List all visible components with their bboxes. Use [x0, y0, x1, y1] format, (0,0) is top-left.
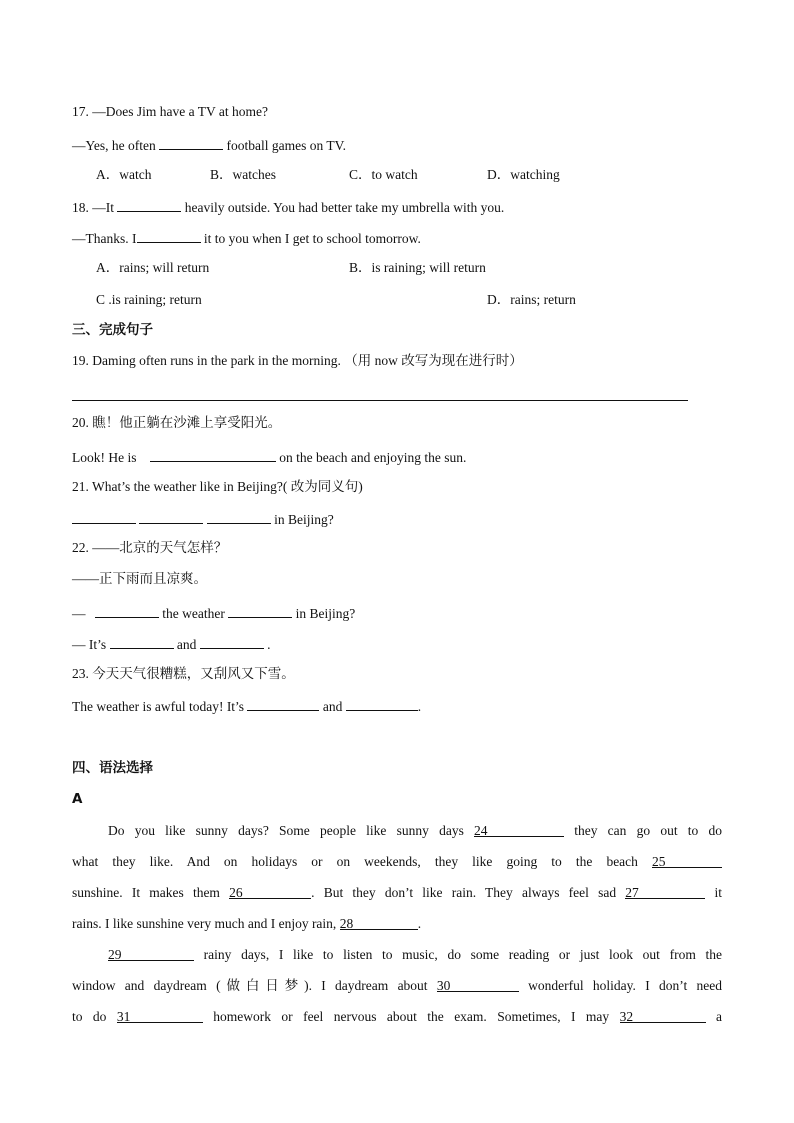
- q18-blank-1[interactable]: [117, 197, 181, 212]
- q17-option-d[interactable]: D．watching: [487, 167, 560, 182]
- q17-option-c[interactable]: C．to watch: [349, 167, 418, 182]
- passage-blank-26[interactable]: [229, 884, 311, 899]
- blank-28-number: 28: [339, 916, 354, 931]
- passage-line-3: [72, 884, 722, 902]
- p-l5a: rainy days, I like to listen to music, do some reading or just look out from the: [194, 947, 722, 962]
- q20-answer-line: [72, 447, 466, 467]
- q18-stem-post: heavily outside. You had better take my umbrella with you.: [181, 200, 505, 215]
- q22-prompt-1: 22. ——北京的天气怎样？: [72, 540, 228, 555]
- q18-option-c[interactable]: C .is raining; return: [96, 292, 202, 307]
- q22-blank-4[interactable]: [200, 634, 264, 649]
- section-3-title: 三、完成句子: [72, 322, 153, 338]
- q17-answer-post: football games on TV.: [223, 138, 346, 153]
- q18-blank-2[interactable]: [137, 228, 201, 243]
- passage-blank-28[interactable]: [340, 915, 418, 930]
- q23-mid: and: [319, 699, 346, 714]
- q20-pre: Look! He is: [72, 450, 140, 465]
- q22-l2-c: .: [263, 637, 271, 652]
- passage-blank-31[interactable]: [117, 1008, 203, 1023]
- q22-l2-b: and: [173, 637, 200, 652]
- p-l7c: a: [705, 1009, 722, 1024]
- p-l6a: window and daydream (做白日梦). I daydream about: [72, 978, 437, 993]
- q18-stem-pre: 18. —It: [72, 200, 118, 215]
- q18-option-a[interactable]: A．rains; will return: [96, 260, 210, 275]
- passage-blank-32[interactable]: [620, 1008, 706, 1023]
- q23-pre: The weather is awful today! It’s: [72, 699, 248, 714]
- q22-blank-3[interactable]: [110, 634, 174, 649]
- q21-answer-line: [72, 509, 334, 529]
- passage-line-6: [72, 977, 722, 995]
- q18-answer-post: it to you when I get to school tomorrow.: [200, 231, 421, 246]
- passage-blank-27[interactable]: [625, 884, 705, 899]
- q21-blank-3[interactable]: [207, 509, 271, 524]
- p-l1a: Do you like sunny days? Some people like sunny days: [108, 823, 475, 838]
- p-l1b: they can go out to do: [564, 823, 722, 838]
- q20-post: on the beach and enjoying the sun.: [275, 450, 467, 465]
- blank-24-number: 24: [474, 823, 488, 838]
- q17-answer-line: [72, 135, 346, 155]
- q22-l1-a: —: [72, 606, 89, 621]
- q20-prompt: 20. 瞧！他正躺在沙滩上享受阳光。: [72, 415, 282, 430]
- passage-blank-30[interactable]: [437, 977, 519, 992]
- p-l6b: wonderful holiday. I don’t need: [518, 978, 722, 993]
- q18-stem: [72, 197, 504, 217]
- p-l3b: . But they don’t like rain. They always feel sad: [311, 885, 626, 900]
- p-l4b: .: [417, 916, 422, 931]
- section-4-part-a: A: [72, 791, 83, 807]
- section-4-title: 四、语法选择: [72, 760, 153, 776]
- q18-answer-line: [72, 228, 421, 248]
- p-l7b: homework or feel nervous about the exam. Sometimes, I may: [202, 1009, 620, 1024]
- blank-30-number: 30: [436, 978, 451, 993]
- blank-32-number: 32: [619, 1009, 634, 1024]
- passage-line-4: [72, 915, 722, 933]
- q23-prompt: 23. 今天天气很糟糕，又刮风又下雪。: [72, 666, 295, 681]
- q22-blank-2[interactable]: [228, 603, 292, 618]
- q18-option-d[interactable]: D．rains; return: [487, 292, 576, 307]
- blank-26-number: 26: [229, 885, 243, 900]
- p-l2a: what they like. And on holidays or on weekends, they like going to the beach: [72, 854, 652, 869]
- q22-l1-c: in Beijing?: [292, 606, 356, 621]
- p-l7a: to do: [72, 1009, 117, 1024]
- q21-blank-1[interactable]: [72, 509, 136, 524]
- q19-text: 19. Daming often runs in the park in the morning. （用 now 改写为现在进行时）: [72, 353, 523, 368]
- q18-answer-pre: —Thanks. I: [72, 231, 137, 246]
- q17-answer-pre: —Yes, he often: [72, 138, 160, 153]
- q17-option-b[interactable]: B．watches: [210, 167, 276, 182]
- q22-l2-a: — It’s: [72, 637, 110, 652]
- passage-blank-25[interactable]: [652, 853, 722, 868]
- q22-answer-line-1: [72, 603, 355, 623]
- p-l4a: rains. I like sunshine very much and I enjoy rain,: [72, 916, 340, 931]
- q18-option-b[interactable]: B．is raining; will return: [349, 260, 486, 275]
- q22-blank-1[interactable]: [95, 603, 159, 618]
- passage-line-5: [72, 946, 722, 964]
- q17-option-a[interactable]: A．watch: [96, 167, 152, 182]
- blank-31-number: 31: [116, 1009, 131, 1024]
- blank-27-number: 27: [625, 885, 639, 900]
- q23-blank-2[interactable]: [346, 696, 418, 711]
- q20-blank[interactable]: [150, 447, 276, 462]
- q17-blank[interactable]: [159, 135, 223, 150]
- q17-stem: 17. —Does Jim have a TV at home?: [72, 104, 268, 119]
- blank-25-number: 25: [652, 854, 666, 869]
- q22-l1-b: the weather: [158, 606, 229, 621]
- passage-blank-29[interactable]: [108, 946, 194, 961]
- q19-answer-line[interactable]: [72, 400, 688, 401]
- passage-line-1: [72, 822, 722, 840]
- p-l3c: it: [705, 885, 722, 900]
- q21-prompt: 21. What’s the weather like in Beijing?( 改为同义句): [72, 479, 363, 494]
- passage-line-7: [72, 1008, 722, 1026]
- q21-blank-2[interactable]: [139, 509, 203, 524]
- q23-post: .: [417, 699, 422, 714]
- q21-post: in Beijing?: [270, 512, 334, 527]
- q22-answer-line-2: [72, 634, 271, 654]
- p-l3a: sunshine. It makes them: [72, 885, 230, 900]
- q22-prompt-2: ——正下雨而且凉爽。: [72, 571, 207, 586]
- blank-29-number: 29: [108, 947, 122, 962]
- q23-answer-line: [72, 696, 421, 716]
- q23-blank-1[interactable]: [247, 696, 319, 711]
- passage-blank-24[interactable]: [474, 822, 564, 837]
- passage-line-2: [72, 853, 722, 871]
